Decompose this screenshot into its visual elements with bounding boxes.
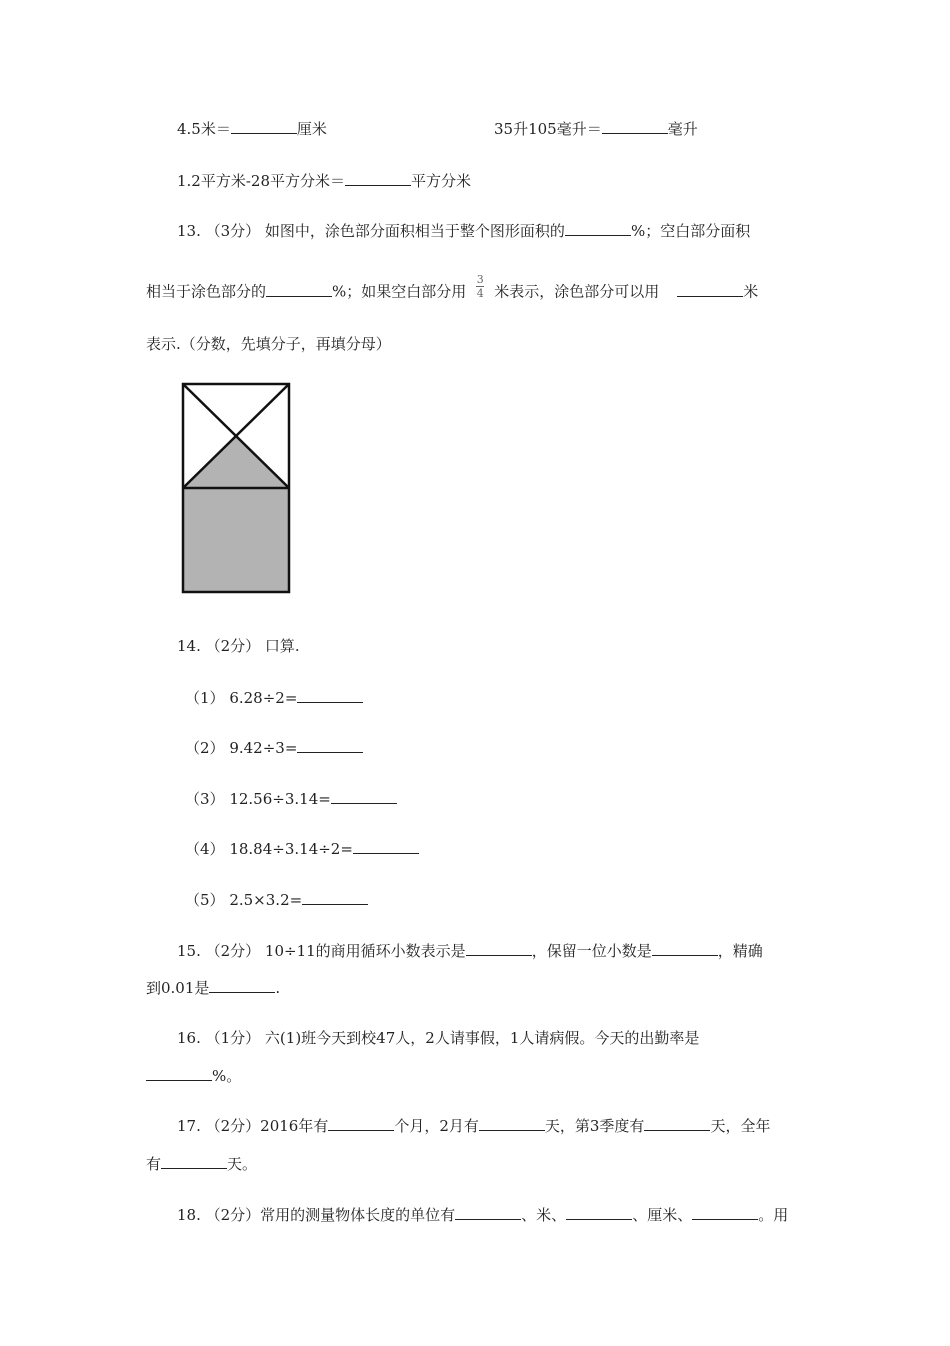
- shaded-area-diagram: [181, 382, 291, 594]
- conversion-meters-to-cm: 4.5米＝ 厘米: [177, 120, 327, 138]
- q13-line2: 相当于涂色部分的 %；如果空白部分用 $\frac{3}{4}$ 米表示，涂色部分可以用 米: [146, 273, 759, 301]
- q14-item-2: （2） 9.42÷3=: [185, 737, 363, 758]
- answer-blank[interactable]: [677, 282, 743, 297]
- answer-blank[interactable]: [331, 789, 397, 804]
- answer-blank[interactable]: [266, 282, 332, 297]
- answer-blank[interactable]: [455, 1205, 521, 1220]
- q17-line2: 有 天。: [146, 1155, 258, 1173]
- answer-blank[interactable]: [566, 1205, 632, 1220]
- answer-blank[interactable]: [231, 119, 297, 134]
- q13-figure: [181, 382, 291, 598]
- answer-blank[interactable]: [209, 978, 275, 993]
- answer-blank[interactable]: [345, 171, 411, 186]
- answer-blank[interactable]: [146, 1066, 212, 1081]
- conversion-area: 1.2平方米-28平方分米＝ 平方分米: [177, 172, 472, 190]
- answer-blank[interactable]: [466, 941, 532, 956]
- q14-item-1: （1） 6.28÷2=: [185, 687, 363, 708]
- answer-blank[interactable]: [644, 1116, 710, 1131]
- q13-line3: 表示.（分数，先填分子，再填分母）: [146, 335, 391, 353]
- answer-blank[interactable]: [565, 221, 631, 236]
- q17-line1: 17. （2分）2016年有 个月，2月有 天，第3季度有 天，全年: [177, 1117, 771, 1135]
- answer-blank[interactable]: [297, 688, 363, 703]
- q14-header: 14. （2分） 口算.: [177, 637, 300, 655]
- answer-blank[interactable]: [652, 941, 718, 956]
- q13-line1: 13. （3分） 如图中，涂色部分面积相当于整个图形面积的 %；空白部分面积: [177, 222, 751, 240]
- answer-blank[interactable]: [602, 119, 668, 134]
- q18-line1: 18. （2分）常用的测量物体长度的单位有 、米、 、厘米、 。用: [177, 1206, 789, 1224]
- q14-item-4: （4） 18.84÷3.14÷2=: [185, 838, 419, 859]
- answer-blank[interactable]: [161, 1154, 227, 1169]
- conversion-liters-to-ml: 35升105毫升＝ 毫升: [494, 120, 698, 138]
- q16-line1: 16. （1分） 六(1)班今天到校47人，2人请事假，1人请病假。今天的出勤率是: [177, 1029, 700, 1047]
- answer-blank[interactable]: [302, 890, 368, 905]
- answer-blank[interactable]: [692, 1205, 758, 1220]
- q16-line2: %。: [146, 1065, 241, 1086]
- q15-line2: 到0.01是 .: [146, 979, 281, 997]
- answer-blank[interactable]: [353, 839, 419, 854]
- answer-blank[interactable]: [479, 1116, 545, 1131]
- shaded-triangle: [183, 436, 289, 488]
- q15-line1: 15. （2分） 10÷11的商用循环小数表示是 ，保留一位小数是 ，精确: [177, 942, 763, 960]
- q14-item-5: （5） 2.5×3.2=: [185, 889, 368, 910]
- shaded-square: [183, 488, 289, 592]
- q14-item-3: （3） 12.56÷3.14=: [185, 788, 397, 809]
- fraction-three-quarters: $\frac{3}{4}$: [476, 273, 484, 300]
- answer-blank[interactable]: [297, 738, 363, 753]
- answer-blank[interactable]: [328, 1116, 394, 1131]
